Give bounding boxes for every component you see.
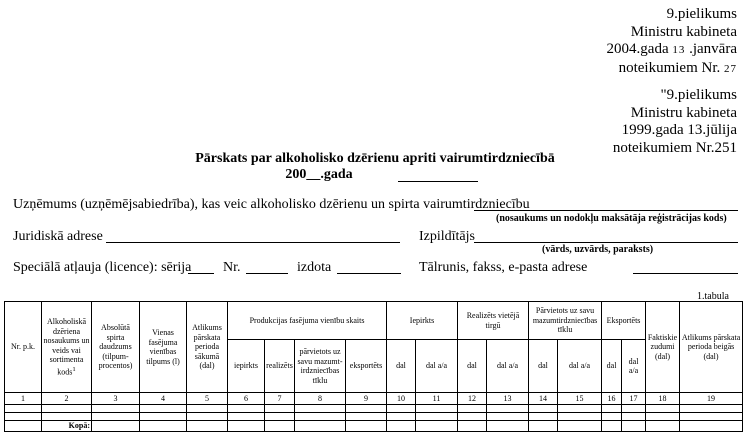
license-issued-label: izdota (297, 260, 332, 275)
company-caption: (nosaukums un nodokļu maksātāja reģistrācijas kods) (496, 213, 727, 224)
col-header-end-balance: Atlikums pārskata perioda beigās (dal) (680, 302, 743, 393)
contacts-input-line[interactable] (633, 273, 738, 274)
report-title: Pārskats par alkoholisko dzērienu apriti vairumtirdzniecībā (195, 151, 555, 166)
company-input-line[interactable] (474, 210, 738, 211)
sub-header-moved: pārvietots uz savu mazumtirdzniecības tīklu (295, 340, 346, 393)
prev-annex-number: "9.pielikums (660, 87, 737, 103)
sub-header-dal-aa: dal a/a (487, 340, 529, 393)
executor-label: Izpildītājs (419, 229, 475, 244)
annex-authority: Ministru kabineta (630, 23, 737, 40)
sub-header-dal-aa: dal a/a (622, 340, 646, 393)
prev-annex-regulation: noteikumiem Nr.251 (612, 139, 737, 156)
annex-header-previous (613, 87, 737, 157)
executor-input-line[interactable] (474, 242, 738, 243)
table-row[interactable] (5, 413, 743, 421)
contacts-label: Tālrunis, fakss, e-pasta adrese (419, 260, 588, 275)
col-header-kind: Alkoholiskā dzēriena nosaukums un veids vai sortimenta kods$^1$ (42, 302, 92, 393)
group-header-bought: Iepirkts (387, 302, 458, 340)
annex-number: 9.pielikums (666, 6, 737, 22)
col-number: 4 (140, 393, 187, 405)
col-number: 5 (187, 393, 228, 405)
column-number-row (5, 393, 743, 405)
total-row (5, 421, 743, 432)
col-header-nr: Nr. p.k. (5, 302, 42, 393)
col-number: 13 (487, 393, 529, 405)
report-year: 200__.gada (285, 167, 353, 182)
executor-caption: (vārds, uzvārds, paraksts) (542, 244, 654, 255)
license-nr-label: Nr. (223, 260, 241, 275)
col-number: 18 (646, 393, 680, 405)
prev-annex-date: 1999.gada 13.jūlija (621, 122, 737, 138)
license-series-line[interactable] (188, 273, 214, 274)
table-row[interactable] (5, 405, 743, 413)
col-number: 3 (92, 393, 140, 405)
col-number: 15 (558, 393, 602, 405)
license-issued-line[interactable] (337, 273, 401, 274)
col-number: 6 (228, 393, 265, 405)
group-header-units: Produkcijas fasējuma vienību skaits (228, 302, 387, 340)
annex-header-current (607, 6, 737, 78)
sub-header-export: eksportēts (346, 340, 387, 393)
col-number: 14 (529, 393, 558, 405)
group-header-sold: Realizēts vietējā tirgū (458, 302, 529, 340)
col-header-loss: Faktiskie zudumi (dal) (646, 302, 680, 393)
col-number: 17 (622, 393, 646, 405)
col-number: 12 (458, 393, 487, 405)
col-number: 8 (295, 393, 346, 405)
total-label: Kopā: (42, 421, 92, 432)
col-number: 9 (346, 393, 387, 405)
table-caption: 1.tabula (697, 291, 729, 302)
col-header-unit-volume: Vienas fasējuma vienības tilpums (l) (140, 302, 187, 393)
year-line (398, 181, 478, 182)
address-input-line[interactable] (106, 242, 400, 243)
license-nr-line[interactable] (246, 273, 288, 274)
license-label: Speciālā atļauja (licence): sērija (13, 260, 192, 275)
group-header-moved: Pārvietots uz savu mazumtirdzniecības tīklu (529, 302, 602, 340)
col-number: 19 (680, 393, 743, 405)
sub-header-bought: iepirkts (228, 340, 265, 393)
col-number: 11 (416, 393, 458, 405)
prev-annex-authority: Ministru kabineta (630, 104, 737, 121)
col-number: 7 (265, 393, 295, 405)
sub-header-sold: realizēts (265, 340, 295, 393)
col-number: 1 (5, 393, 42, 405)
report-table (4, 301, 743, 432)
col-number: 2 (42, 393, 92, 405)
annex-regulation: noteikumiem Nr. 27 (618, 59, 737, 76)
sub-header-dal: dal (529, 340, 558, 393)
sub-header-dal-aa: dal a/a (416, 340, 458, 393)
col-header-start-balance: Atlikums pārskata perioda sākumā (dal) (187, 302, 228, 393)
col-number: 16 (602, 393, 622, 405)
group-header-export: Eksportēts (602, 302, 646, 340)
annex-date: 2004.gada 13 .janvāra (606, 41, 737, 57)
col-number: 10 (387, 393, 416, 405)
sub-header-dal-aa: dal a/a (558, 340, 602, 393)
address-label: Juridiskā adrese (13, 229, 103, 244)
col-header-alcohol: Absolūtā spirta daudzums (tilpumprocentos) (92, 302, 140, 393)
sub-header-dal: dal (602, 340, 622, 393)
sub-header-dal: dal (387, 340, 416, 393)
sub-header-dal: dal (458, 340, 487, 393)
company-label: Uzņēmums (uzņēmējsabiedrība), kas veic alkoholisko dzērienu un spirta vairumtirdzniecību (13, 197, 530, 212)
